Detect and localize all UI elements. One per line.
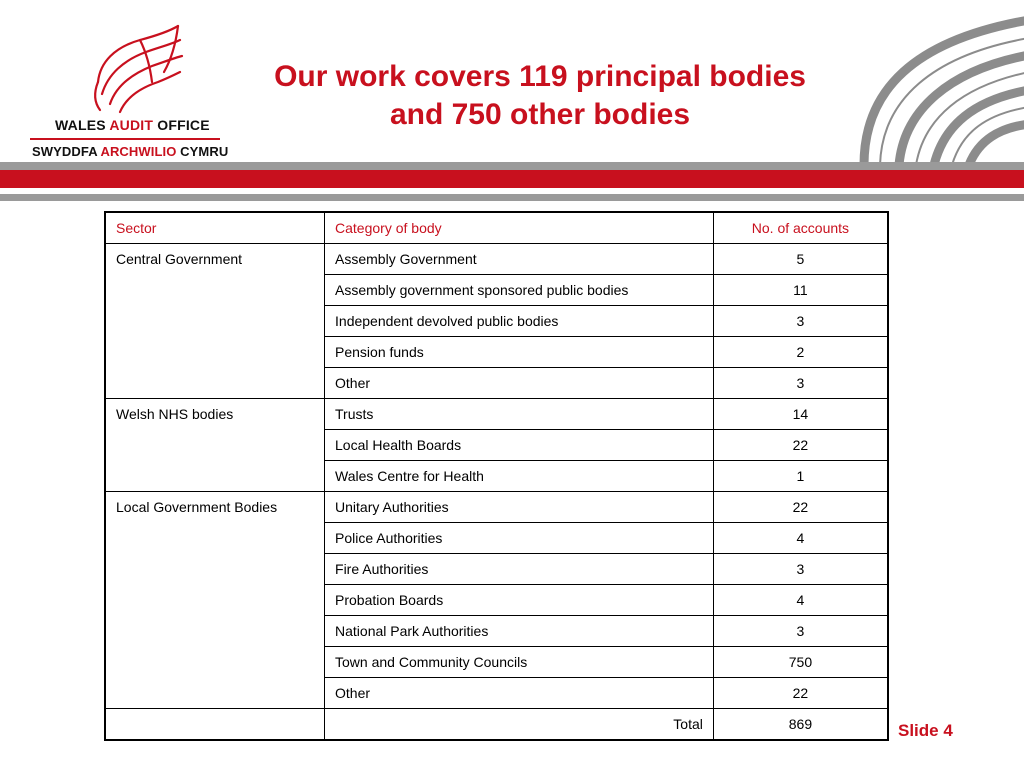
category-cell: Fire Authorities [325, 554, 714, 585]
column-header-sector: Sector [105, 212, 325, 244]
column-header-category: Category of body [325, 212, 714, 244]
slide-title-line2: and 750 other bodies [389, 98, 691, 131]
logo-name-english: WALES AUDIT OFFICE [55, 117, 210, 133]
header-band-grey-lower [0, 194, 1024, 201]
slide-number: Slide 4 [898, 721, 953, 740]
count-cell: 750 [713, 647, 888, 678]
count-cell: 4 [713, 585, 888, 616]
count-cell: 11 [713, 275, 888, 306]
category-cell: Unitary Authorities [325, 492, 714, 523]
wales-audit-office-logo-icon [80, 22, 190, 122]
column-header-accounts: No. of accounts [713, 212, 888, 244]
category-cell: National Park Authorities [325, 616, 714, 647]
total-value: 869 [713, 709, 888, 741]
count-cell: 3 [713, 616, 888, 647]
table-row [105, 244, 888, 275]
count-cell: 3 [713, 306, 888, 337]
empty-cell [105, 709, 325, 741]
table-row [105, 399, 888, 430]
category-cell: Pension funds [325, 337, 714, 368]
count-cell: 14 [713, 399, 888, 430]
category-cell: Other [325, 368, 714, 399]
bodies-table [104, 211, 889, 741]
category-cell: Town and Community Councils [325, 647, 714, 678]
count-cell: 5 [713, 244, 888, 275]
category-cell: Probation Boards [325, 585, 714, 616]
sector-cell: Local Government Bodies [105, 492, 325, 709]
slide-title-line1: Our work covers 119 principal bodies [274, 60, 806, 93]
count-cell: 1 [713, 461, 888, 492]
total-row [105, 709, 888, 741]
count-cell: 3 [713, 368, 888, 399]
sector-cell: Central Government [105, 244, 325, 399]
category-cell: Police Authorities [325, 523, 714, 554]
category-cell: Trusts [325, 399, 714, 430]
sector-cell: Welsh NHS bodies [105, 399, 325, 492]
header-band-grey [0, 162, 1024, 170]
table-header-row [105, 212, 888, 244]
category-cell: Other [325, 678, 714, 709]
category-cell: Assembly government sponsored public bodies [325, 275, 714, 306]
category-cell: Independent devolved public bodies [325, 306, 714, 337]
logo-divider [30, 138, 220, 140]
curved-lines-decoration-icon [854, 0, 1024, 165]
table-row [105, 492, 888, 523]
slide-title [230, 58, 850, 134]
category-cell: Assembly Government [325, 244, 714, 275]
logo-name-welsh: SWYDDFA ARCHWILIO CYMRU [32, 144, 229, 159]
count-cell: 22 [713, 678, 888, 709]
count-cell: 22 [713, 430, 888, 461]
category-cell: Wales Centre for Health [325, 461, 714, 492]
count-cell: 22 [713, 492, 888, 523]
count-cell: 4 [713, 523, 888, 554]
total-label: Total [325, 709, 714, 741]
count-cell: 2 [713, 337, 888, 368]
category-cell: Local Health Boards [325, 430, 714, 461]
count-cell: 3 [713, 554, 888, 585]
header-band-red [0, 170, 1024, 188]
